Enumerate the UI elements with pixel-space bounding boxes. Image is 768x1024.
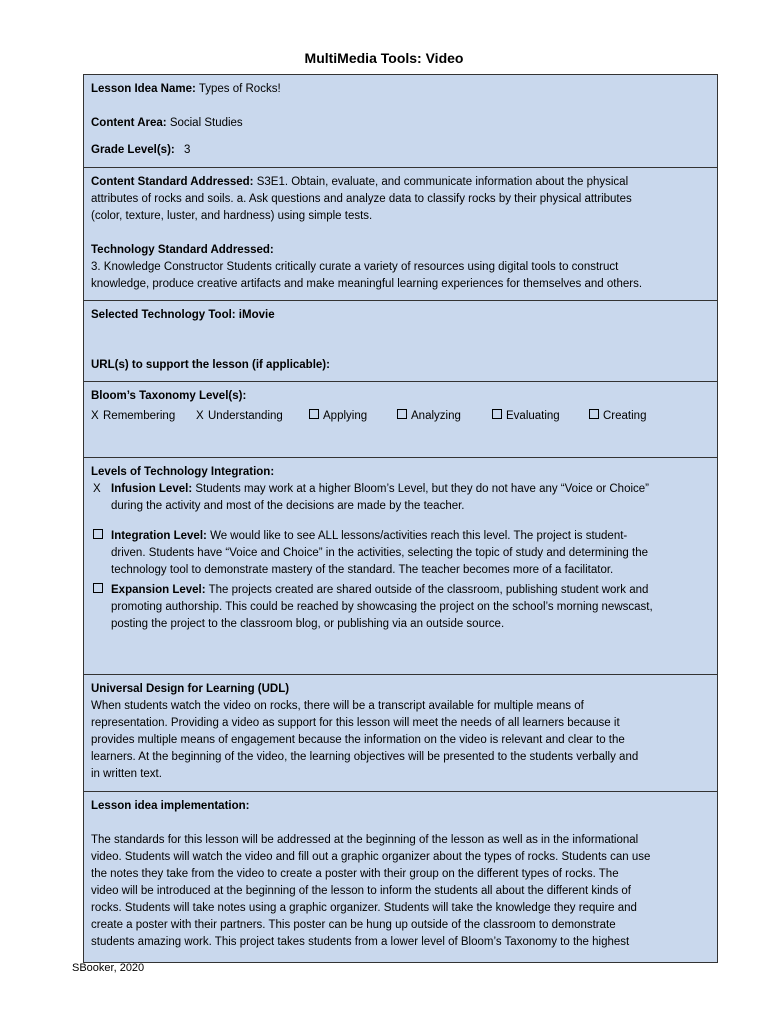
- checked-mark-icon: X: [196, 410, 204, 422]
- integration-text: driven. Students have “Voice and Choice” in the activities, selecting the topic of study and determining the: [111, 547, 648, 559]
- implementation-text: video. Students will watch the video and fill out a graphic organizer about the types of rocks. Students can use: [91, 851, 651, 863]
- expansion-title: Expansion Level:: [111, 584, 206, 596]
- infusion-text: Students may work at a higher Bloom’s Level, but they do not have any “Voice or Choice”: [195, 483, 650, 495]
- implementation-text: rocks. Students will take notes using a graphic organizer. Students will take the knowledge they require and: [91, 902, 637, 914]
- checkbox-icon: [492, 409, 502, 419]
- selected-tool-label: Selected Technology Tool: iMovie: [91, 309, 275, 321]
- blooms-section: [84, 382, 717, 458]
- grade-level-label: Grade Level(s):: [91, 144, 175, 156]
- expansion-text: promoting authorship. This could be reached by showcasing the project on the school’s morning newscast,: [111, 601, 653, 613]
- infusion-level: [91, 481, 709, 515]
- integration-level: [91, 528, 709, 579]
- implementation-section: [84, 792, 717, 962]
- integration-text: We would like to see ALL lessons/activities reach this level. The project is student-: [210, 530, 628, 542]
- tech-standard-text: 3. Knowledge Constructor Students critically curate a variety of resources using digital tools to construct: [91, 261, 619, 273]
- udl-text: provides multiple means of engagement because the information on the video is relevant and clear to the: [91, 734, 625, 746]
- lesson-name-value: Types of Rocks!: [198, 83, 281, 95]
- content-standard-label: Content Standard Addressed:: [91, 176, 254, 188]
- footer-credit: SBooker, 2020: [72, 962, 145, 974]
- lesson-name-label: Lesson Idea Name:: [91, 83, 196, 95]
- integration-text: technology tool to demonstrate mastery of the standard. The teacher becomes more of a facilitator.: [111, 564, 614, 576]
- expansion-text: posting the project to the classroom blog, or publishing via an outside source.: [111, 618, 505, 630]
- integration-section: [84, 458, 717, 675]
- content-standard-text: (color, texture, luster, and hardness) using simple tests.: [91, 210, 373, 222]
- blooms-label: Bloom’s Taxonomy Level(s):: [91, 390, 247, 402]
- integration-levels-label: Levels of Technology Integration:: [91, 466, 275, 478]
- blooms-understanding[interactable]: X Understanding: [196, 408, 309, 425]
- implementation-text: video will be introduced at the beginning of the lesson to inform the students all about the different kinds of: [91, 885, 631, 897]
- grade-level-value: 3: [183, 144, 191, 156]
- integration-title: Integration Level:: [111, 530, 207, 542]
- blooms-creating[interactable]: Creating: [589, 408, 646, 425]
- checked-mark-icon: X: [91, 410, 99, 422]
- content-standard-text: attributes of rocks and soils. a. Ask questions and analyze data to classify rocks by their physical attributes: [91, 193, 632, 205]
- lesson-table: [83, 74, 718, 963]
- checkbox-icon: [397, 409, 407, 419]
- implementation-text: the notes they take from the video to create a poster with their group on the different types of rocks. The: [91, 868, 619, 880]
- blooms-evaluating[interactable]: Evaluating: [492, 408, 589, 425]
- implementation-text: create a poster with their partners. This poster can be hung up outside of the classroom to demonstrate: [91, 919, 616, 931]
- page-title: MultiMedia Tools: Video: [304, 50, 464, 66]
- blooms-applying[interactable]: Applying: [309, 408, 397, 425]
- udl-section: [84, 675, 717, 792]
- checkbox-icon: [309, 409, 319, 419]
- standards-section: [84, 168, 717, 301]
- blooms-remembering[interactable]: X Remembering: [91, 408, 196, 425]
- tech-standard-text: knowledge, produce creative artifacts and make meaningful learning experiences for themselves and others.: [91, 278, 643, 290]
- infusion-text: during the activity and most of the decisions are made by the teacher.: [111, 500, 465, 512]
- url-label: URL(s) to support the lesson (if applicable):: [91, 359, 330, 371]
- checkbox-icon: [93, 583, 103, 593]
- udl-text: When students watch the video on rocks, there will be a transcript available for multiple means of: [91, 700, 584, 712]
- udl-label: Universal Design for Learning (UDL): [91, 683, 290, 695]
- checkbox-icon: [589, 409, 599, 419]
- tech-standard-label: Technology Standard Addressed:: [91, 244, 274, 256]
- udl-text: in written text.: [91, 768, 162, 780]
- checkbox-icon: [93, 529, 103, 539]
- implementation-label: Lesson idea implementation:: [91, 800, 250, 812]
- content-standard-text: S3E1. Obtain, evaluate, and communicate information about the physical: [256, 176, 629, 188]
- checked-mark-icon: X: [93, 483, 101, 495]
- content-area-label: Content Area:: [91, 117, 167, 129]
- implementation-text: students amazing work. This project takes students from a lower level of Bloom’s Taxonomy to the highest: [91, 936, 630, 948]
- udl-text: representation. Providing a video as support for this lesson will meet the needs of all learners because it: [91, 717, 620, 729]
- udl-text: learners. At the beginning of the video, the learning objectives will be presented to the students verbally and: [91, 751, 639, 763]
- blooms-analyzing[interactable]: Analyzing: [397, 408, 492, 425]
- expansion-level: [91, 582, 709, 633]
- lesson-info-section: [84, 75, 717, 168]
- blooms-options: [91, 408, 709, 425]
- implementation-text: The standards for this lesson will be addressed at the beginning of the lesson as well as in the informational: [91, 834, 639, 846]
- content-area-value: Social Studies: [169, 117, 243, 129]
- tool-section: [84, 301, 717, 382]
- infusion-title: Infusion Level:: [111, 483, 193, 495]
- expansion-text: The projects created are shared outside of the classroom, publishing student work and: [208, 584, 649, 596]
